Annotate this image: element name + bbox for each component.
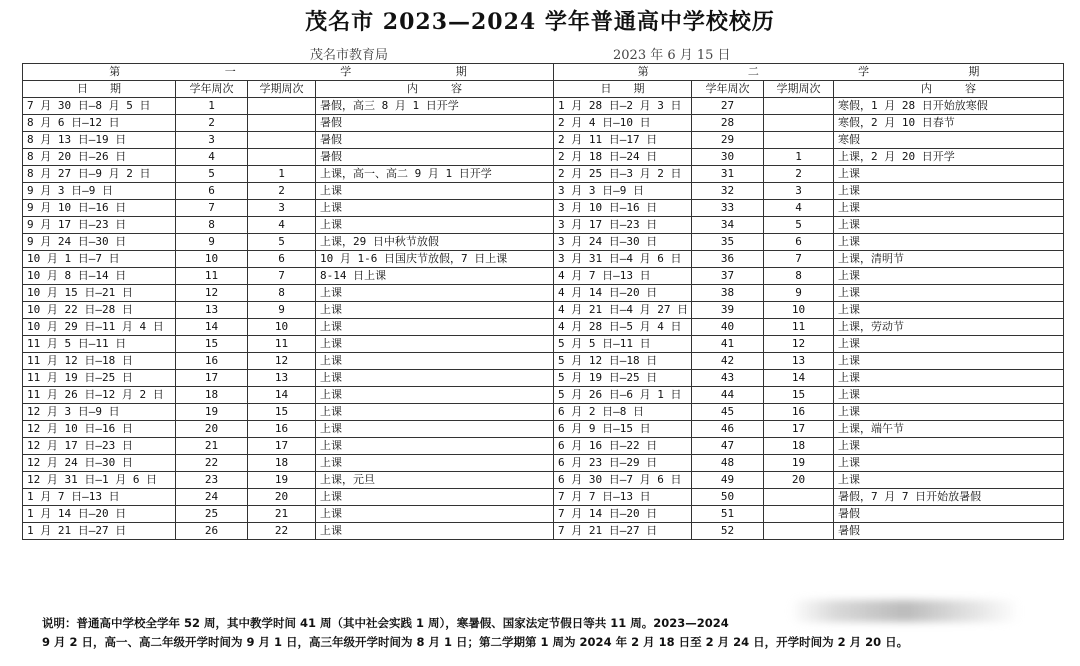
table-row	[23, 115, 1064, 132]
s2-date-cell: 3 月 31 日—4 月 6 日	[554, 251, 692, 268]
header-date: 日 期	[554, 81, 692, 98]
header-year-week: 学年周次	[176, 81, 248, 98]
s2-sem-week-cell: 11	[764, 319, 834, 336]
s1-content-cell: 暑假，高三 8 月 1 日开学	[316, 98, 554, 115]
s2-content-cell: 上课	[834, 472, 1064, 489]
s1-date-cell: 1 月 14 日—20 日	[23, 506, 176, 523]
s2-year-week-cell: 34	[692, 217, 764, 234]
table-row	[23, 98, 1064, 115]
s2-date-cell: 4 月 28 日—5 月 4 日	[554, 319, 692, 336]
s2-content-cell: 上课	[834, 438, 1064, 455]
s1-sem-week-cell: 13	[248, 370, 316, 387]
s1-content-cell: 上课	[316, 302, 554, 319]
s2-year-week-cell: 29	[692, 132, 764, 149]
s2-sem-week-cell	[764, 115, 834, 132]
s2-year-week-cell: 52	[692, 523, 764, 540]
semester-label-char: 期	[455, 65, 467, 78]
semester-label-char: 学	[858, 65, 870, 78]
s2-year-week-cell: 30	[692, 149, 764, 166]
s2-date-cell: 6 月 23 日—29 日	[554, 455, 692, 472]
s2-sem-week-cell	[764, 132, 834, 149]
s1-sem-week-cell: 1	[248, 166, 316, 183]
s2-year-week-cell: 28	[692, 115, 764, 132]
table-row	[23, 132, 1064, 149]
s2-year-week-cell: 40	[692, 319, 764, 336]
table-row	[23, 438, 1064, 455]
s1-year-week-cell: 8	[176, 217, 248, 234]
explanation-note	[42, 614, 1052, 652]
s2-sem-week-cell: 1	[764, 149, 834, 166]
table-row	[23, 506, 1064, 523]
s1-content-cell: 上课	[316, 217, 554, 234]
s1-content-cell: 暑假	[316, 115, 554, 132]
s1-date-cell: 7 月 30 日—8 月 5 日	[23, 98, 176, 115]
s2-content-cell: 上课	[834, 336, 1064, 353]
s2-sem-week-cell: 19	[764, 455, 834, 472]
s1-year-week-cell: 14	[176, 319, 248, 336]
s2-date-cell: 4 月 14 日—20 日	[554, 285, 692, 302]
s2-date-cell: 5 月 26 日—6 月 1 日	[554, 387, 692, 404]
s2-date-cell: 7 月 7 日—13 日	[554, 489, 692, 506]
s2-content-cell: 上课	[834, 268, 1064, 285]
s2-content-cell: 寒假，2 月 10 日春节	[834, 115, 1064, 132]
s1-sem-week-cell: 15	[248, 404, 316, 421]
s1-date-cell: 12 月 24 日—30 日	[23, 455, 176, 472]
s2-sem-week-cell: 20	[764, 472, 834, 489]
table-row	[23, 217, 1064, 234]
s2-sem-week-cell: 3	[764, 183, 834, 200]
s1-content-cell: 上课	[316, 336, 554, 353]
s1-sem-week-cell: 4	[248, 217, 316, 234]
s1-year-week-cell: 18	[176, 387, 248, 404]
s2-content-cell: 上课	[834, 370, 1064, 387]
s1-date-cell: 1 月 21 日—27 日	[23, 523, 176, 540]
s1-content-cell: 上课，29 日中秋节放假	[316, 234, 554, 251]
s2-date-cell: 5 月 12 日—18 日	[554, 353, 692, 370]
s2-year-week-cell: 51	[692, 506, 764, 523]
s1-date-cell: 9 月 3 日—9 日	[23, 183, 176, 200]
s1-content-cell: 上课，高一、高二 9 月 1 日开学	[316, 166, 554, 183]
s1-sem-week-cell	[248, 98, 316, 115]
s2-year-week-cell: 48	[692, 455, 764, 472]
s2-date-cell: 5 月 5 日—11 日	[554, 336, 692, 353]
s1-date-cell: 11 月 19 日—25 日	[23, 370, 176, 387]
s2-content-cell: 寒假，1 月 28 日开始放寒假	[834, 98, 1064, 115]
s2-date-cell: 7 月 14 日—20 日	[554, 506, 692, 523]
s2-content-cell: 上课	[834, 200, 1064, 217]
s2-content-cell: 上课	[834, 455, 1064, 472]
s2-year-week-cell: 43	[692, 370, 764, 387]
s2-content-cell: 寒假	[834, 132, 1064, 149]
semester-label-char: 一	[224, 65, 236, 78]
s2-year-week-cell: 41	[692, 336, 764, 353]
issue-date: 2023 年 6 月 15 日	[613, 48, 731, 63]
s1-content-cell: 上课	[316, 421, 554, 438]
s1-sem-week-cell: 3	[248, 200, 316, 217]
header-content: 内 容	[834, 81, 1064, 98]
s2-content-cell: 暑假	[834, 506, 1064, 523]
s2-content-cell: 上课	[834, 183, 1064, 200]
s2-sem-week-cell: 5	[764, 217, 834, 234]
s1-content-cell: 暑假	[316, 132, 554, 149]
s1-sem-week-cell: 8	[248, 285, 316, 302]
s2-date-cell: 7 月 21 日—27 日	[554, 523, 692, 540]
s1-content-cell: 暑假	[316, 149, 554, 166]
header-sem-week: 学期周次	[764, 81, 834, 98]
s2-sem-week-cell: 18	[764, 438, 834, 455]
s2-sem-week-cell	[764, 98, 834, 115]
s2-date-cell: 5 月 19 日—25 日	[554, 370, 692, 387]
note-line-2: 9 月 2 日，高一、高二年级开学时间为 9 月 1 日，高三年级开学时间为 8 月 1 日；第二学期第 1 周为 2024 年 2 月 18 日至 2 月 24 日，开学时间为 2 月 20 日。	[42, 635, 909, 649]
s2-year-week-cell: 36	[692, 251, 764, 268]
s1-content-cell: 8-14 日上课	[316, 268, 554, 285]
semester-2-header	[554, 64, 1064, 81]
table-row	[23, 285, 1064, 302]
header-year-week: 学年周次	[692, 81, 764, 98]
s1-date-cell: 8 月 13 日—19 日	[23, 132, 176, 149]
s1-content-cell: 上课，元旦	[316, 472, 554, 489]
s1-content-cell: 10 月 1-6 日国庆节放假，7 日上课	[316, 251, 554, 268]
table-row	[23, 149, 1064, 166]
s1-year-week-cell: 1	[176, 98, 248, 115]
s2-sem-week-cell: 10	[764, 302, 834, 319]
table-row	[23, 523, 1064, 540]
s2-date-cell: 2 月 11 日—17 日	[554, 132, 692, 149]
s1-content-cell: 上课	[316, 523, 554, 540]
s1-sem-week-cell	[248, 115, 316, 132]
s2-date-cell: 4 月 21 日—4 月 27 日	[554, 302, 692, 319]
s2-date-cell: 3 月 10 日—16 日	[554, 200, 692, 217]
table-row	[23, 489, 1064, 506]
s1-sem-week-cell: 11	[248, 336, 316, 353]
s2-content-cell: 上课	[834, 404, 1064, 421]
s1-year-week-cell: 26	[176, 523, 248, 540]
s2-date-cell: 4 月 7 日—13 日	[554, 268, 692, 285]
school-calendar-table	[22, 63, 1064, 540]
s2-year-week-cell: 44	[692, 387, 764, 404]
s2-year-week-cell: 31	[692, 166, 764, 183]
s2-content-cell: 上课	[834, 353, 1064, 370]
s1-year-week-cell: 11	[176, 268, 248, 285]
s1-sem-week-cell	[248, 132, 316, 149]
s2-content-cell: 上课	[834, 234, 1064, 251]
s2-sem-week-cell: 14	[764, 370, 834, 387]
s1-year-week-cell: 20	[176, 421, 248, 438]
s1-year-week-cell: 19	[176, 404, 248, 421]
s1-year-week-cell: 6	[176, 183, 248, 200]
s1-content-cell: 上课	[316, 387, 554, 404]
s2-year-week-cell: 27	[692, 98, 764, 115]
s1-date-cell: 11 月 26 日—12 月 2 日	[23, 387, 176, 404]
s2-content-cell: 上课	[834, 166, 1064, 183]
table-row	[23, 251, 1064, 268]
page-title: 茂名市 2023—2024 学年普通高中学校校历	[305, 9, 775, 35]
s2-sem-week-cell	[764, 506, 834, 523]
s2-year-week-cell: 38	[692, 285, 764, 302]
s2-content-cell: 上课，清明节	[834, 251, 1064, 268]
s2-date-cell: 1 月 28 日—2 月 3 日	[554, 98, 692, 115]
s1-sem-week-cell: 18	[248, 455, 316, 472]
table-row	[23, 455, 1064, 472]
s1-sem-week-cell: 14	[248, 387, 316, 404]
s2-year-week-cell: 35	[692, 234, 764, 251]
s2-year-week-cell: 47	[692, 438, 764, 455]
s2-year-week-cell: 42	[692, 353, 764, 370]
s2-date-cell: 2 月 25 日—3 月 2 日	[554, 166, 692, 183]
semester-label-char: 学	[340, 65, 352, 78]
s2-date-cell: 2 月 18 日—24 日	[554, 149, 692, 166]
s1-content-cell: 上课	[316, 353, 554, 370]
header-content: 内 容	[316, 81, 554, 98]
s2-sem-week-cell	[764, 523, 834, 540]
s1-year-week-cell: 17	[176, 370, 248, 387]
s1-sem-week-cell: 22	[248, 523, 316, 540]
s1-year-week-cell: 16	[176, 353, 248, 370]
s2-content-cell: 暑假	[834, 523, 1064, 540]
s1-date-cell: 10 月 15 日—21 日	[23, 285, 176, 302]
s2-year-week-cell: 50	[692, 489, 764, 506]
s1-year-week-cell: 15	[176, 336, 248, 353]
s1-date-cell: 10 月 22 日—28 日	[23, 302, 176, 319]
s2-sem-week-cell: 7	[764, 251, 834, 268]
s1-sem-week-cell: 19	[248, 472, 316, 489]
s2-content-cell: 上课，2 月 20 日开学	[834, 149, 1064, 166]
semester-label-char: 期	[968, 65, 980, 78]
table-row	[23, 370, 1064, 387]
calendar-rows	[23, 98, 1064, 540]
table-row	[23, 268, 1064, 285]
s2-sem-week-cell	[764, 489, 834, 506]
s2-year-week-cell: 37	[692, 268, 764, 285]
table-row	[23, 183, 1064, 200]
s2-content-cell: 上课，端午节	[834, 421, 1064, 438]
s1-content-cell: 上课	[316, 183, 554, 200]
s1-sem-week-cell	[248, 149, 316, 166]
s1-date-cell: 12 月 10 日—16 日	[23, 421, 176, 438]
s1-sem-week-cell: 10	[248, 319, 316, 336]
issuer-label: 茂名市教育局	[310, 48, 389, 63]
s2-content-cell: 暑假，7 月 7 日开始放暑假	[834, 489, 1064, 506]
note-line-1: 说明：普通高中学校全学年 52 周，其中教学时间 41 周（其中社会实践 1 周），寒暑假、国家法定节假日等共 11 周。2023—2024	[42, 616, 729, 630]
s2-sem-week-cell: 13	[764, 353, 834, 370]
s2-content-cell: 上课	[834, 217, 1064, 234]
s2-sem-week-cell: 15	[764, 387, 834, 404]
s2-year-week-cell: 45	[692, 404, 764, 421]
s2-date-cell: 3 月 3 日—9 日	[554, 183, 692, 200]
s2-content-cell: 上课	[834, 302, 1064, 319]
table-row	[23, 166, 1064, 183]
table-row	[23, 404, 1064, 421]
s1-date-cell: 12 月 3 日—9 日	[23, 404, 176, 421]
s2-date-cell: 6 月 30 日—7 月 6 日	[554, 472, 692, 489]
s1-content-cell: 上课	[316, 404, 554, 421]
s1-sem-week-cell: 2	[248, 183, 316, 200]
s2-year-week-cell: 39	[692, 302, 764, 319]
s1-sem-week-cell: 20	[248, 489, 316, 506]
s1-date-cell: 11 月 5 日—11 日	[23, 336, 176, 353]
s1-sem-week-cell: 7	[248, 268, 316, 285]
s2-date-cell: 6 月 9 日—15 日	[554, 421, 692, 438]
s2-sem-week-cell: 17	[764, 421, 834, 438]
s2-year-week-cell: 49	[692, 472, 764, 489]
s1-sem-week-cell: 12	[248, 353, 316, 370]
s2-date-cell: 6 月 2 日—8 日	[554, 404, 692, 421]
s1-sem-week-cell: 16	[248, 421, 316, 438]
s1-sem-week-cell: 9	[248, 302, 316, 319]
s2-sem-week-cell: 2	[764, 166, 834, 183]
s2-sem-week-cell: 4	[764, 200, 834, 217]
semester-label-char: 第	[109, 65, 121, 78]
semester-label-char: 二	[747, 65, 759, 78]
s1-date-cell: 8 月 6 日—12 日	[23, 115, 176, 132]
s1-content-cell: 上课	[316, 319, 554, 336]
s1-year-week-cell: 21	[176, 438, 248, 455]
s2-sem-week-cell: 9	[764, 285, 834, 302]
s1-year-week-cell: 7	[176, 200, 248, 217]
s1-date-cell: 10 月 1 日—7 日	[23, 251, 176, 268]
s1-year-week-cell: 25	[176, 506, 248, 523]
s2-content-cell: 上课，劳动节	[834, 319, 1064, 336]
table-row	[23, 387, 1064, 404]
s2-year-week-cell: 33	[692, 200, 764, 217]
s2-sem-week-cell: 12	[764, 336, 834, 353]
table-row	[23, 336, 1064, 353]
s1-year-week-cell: 12	[176, 285, 248, 302]
s2-date-cell: 6 月 16 日—22 日	[554, 438, 692, 455]
s1-date-cell: 1 月 7 日—13 日	[23, 489, 176, 506]
s1-content-cell: 上课	[316, 438, 554, 455]
table-row	[23, 472, 1064, 489]
s2-sem-week-cell: 6	[764, 234, 834, 251]
s1-content-cell: 上课	[316, 370, 554, 387]
semester-label-char: 第	[637, 65, 649, 78]
table-row	[23, 353, 1064, 370]
s1-date-cell: 9 月 24 日—30 日	[23, 234, 176, 251]
s1-year-week-cell: 10	[176, 251, 248, 268]
table-row	[23, 234, 1064, 251]
s1-content-cell: 上课	[316, 455, 554, 472]
s2-date-cell: 3 月 17 日—23 日	[554, 217, 692, 234]
s2-year-week-cell: 46	[692, 421, 764, 438]
s1-year-week-cell: 23	[176, 472, 248, 489]
header-sem-week: 学期周次	[248, 81, 316, 98]
s1-date-cell: 8 月 27 日—9 月 2 日	[23, 166, 176, 183]
table-row	[23, 421, 1064, 438]
s1-sem-week-cell: 5	[248, 234, 316, 251]
s1-year-week-cell: 24	[176, 489, 248, 506]
s1-year-week-cell: 4	[176, 149, 248, 166]
s1-date-cell: 10 月 8 日—14 日	[23, 268, 176, 285]
s1-date-cell: 12 月 31 日—1 月 6 日	[23, 472, 176, 489]
s1-year-week-cell: 5	[176, 166, 248, 183]
table-row	[23, 302, 1064, 319]
s2-date-cell: 2 月 4 日—10 日	[554, 115, 692, 132]
s2-date-cell: 3 月 24 日—30 日	[554, 234, 692, 251]
header-date: 日 期	[23, 81, 176, 98]
s1-date-cell: 8 月 20 日—26 日	[23, 149, 176, 166]
s2-sem-week-cell: 16	[764, 404, 834, 421]
s1-date-cell: 12 月 17 日—23 日	[23, 438, 176, 455]
s1-year-week-cell: 2	[176, 115, 248, 132]
s1-sem-week-cell: 17	[248, 438, 316, 455]
s1-content-cell: 上课	[316, 200, 554, 217]
s1-content-cell: 上课	[316, 285, 554, 302]
s2-year-week-cell: 32	[692, 183, 764, 200]
s1-content-cell: 上课	[316, 506, 554, 523]
s1-date-cell: 10 月 29 日—11 月 4 日	[23, 319, 176, 336]
semester-1-header	[23, 64, 554, 81]
s1-date-cell: 9 月 17 日—23 日	[23, 217, 176, 234]
s1-date-cell: 11 月 12 日—18 日	[23, 353, 176, 370]
s2-content-cell: 上课	[834, 285, 1064, 302]
s1-year-week-cell: 9	[176, 234, 248, 251]
s1-sem-week-cell: 21	[248, 506, 316, 523]
table-row	[23, 200, 1064, 217]
s1-year-week-cell: 13	[176, 302, 248, 319]
s1-date-cell: 9 月 10 日—16 日	[23, 200, 176, 217]
s2-sem-week-cell: 8	[764, 268, 834, 285]
table-row	[23, 319, 1064, 336]
s1-content-cell: 上课	[316, 489, 554, 506]
s2-content-cell: 上课	[834, 387, 1064, 404]
s1-sem-week-cell: 6	[248, 251, 316, 268]
s1-year-week-cell: 22	[176, 455, 248, 472]
s1-year-week-cell: 3	[176, 132, 248, 149]
